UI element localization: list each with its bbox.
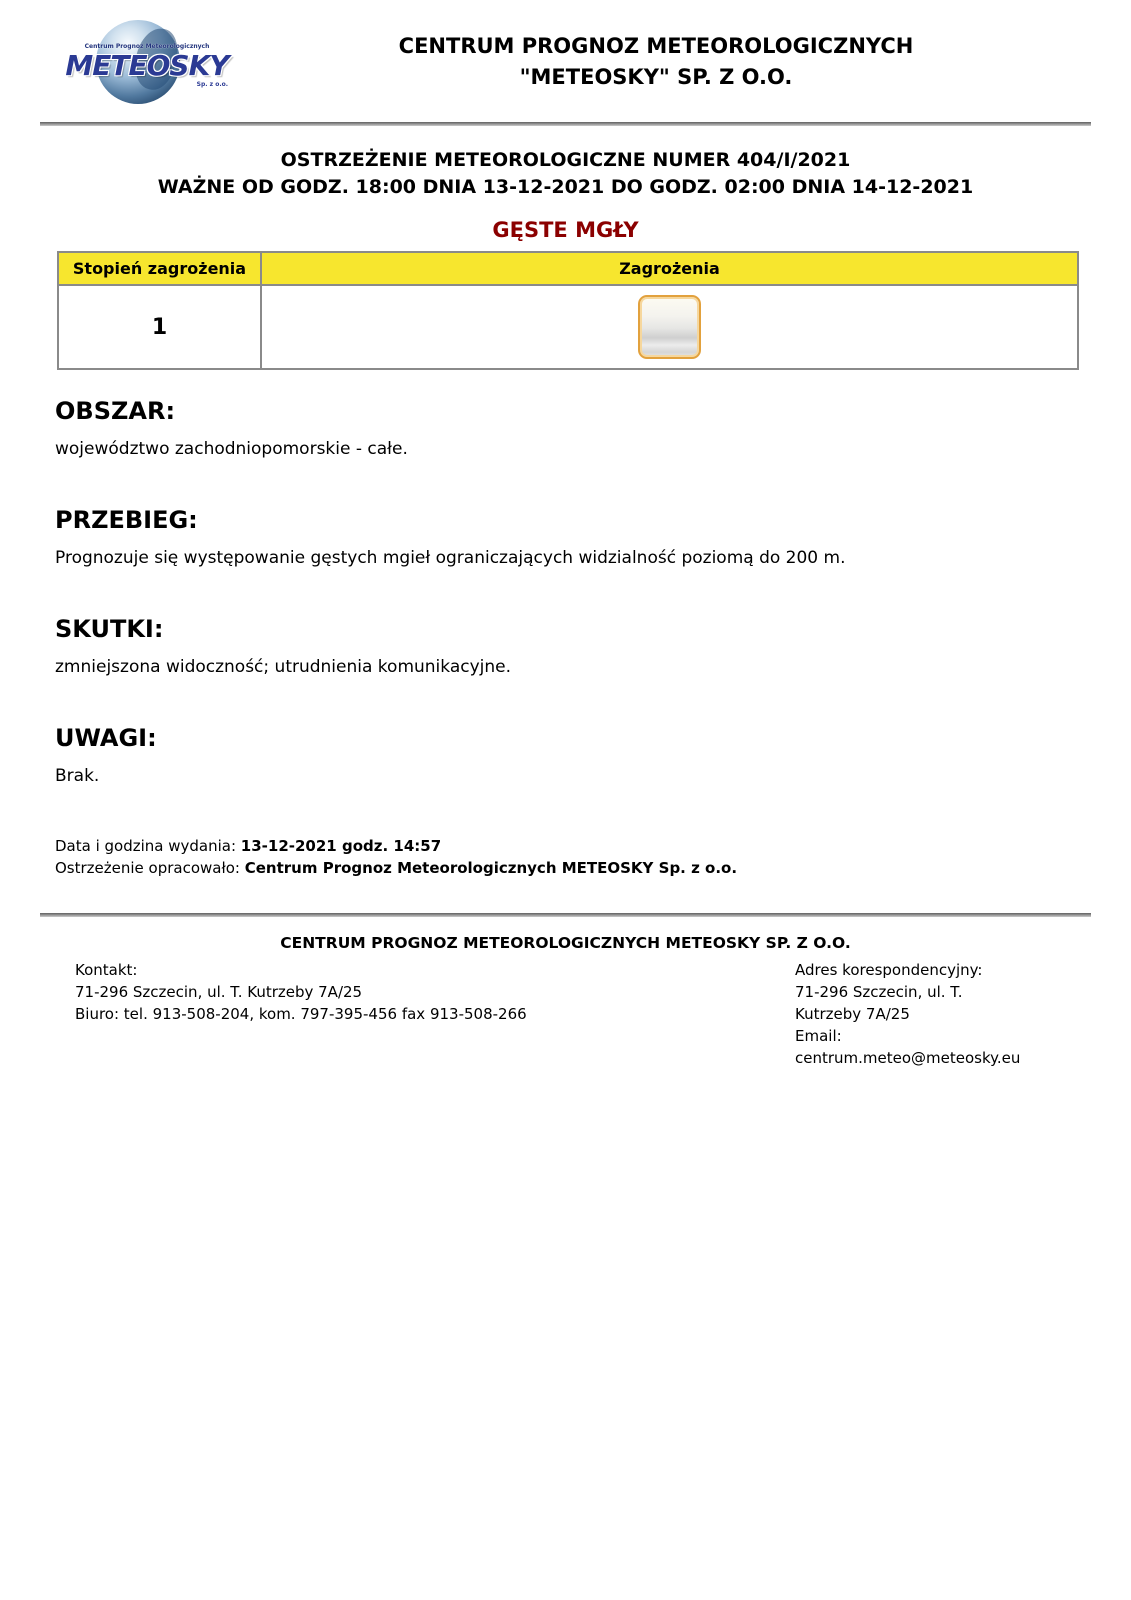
issue-author-label: Ostrzeżenie opracowało: (55, 858, 245, 877)
email-value: centrum.meteo@meteosky.eu (795, 1048, 1021, 1067)
footer-company-name: CENTRUM PROGNOZ METEOROLOGICZNYCH METEOSKY SP. Z O.O. (280, 933, 851, 952)
section-heading: PRZEBIEG: (55, 506, 198, 535)
section-przebieg (55, 506, 1076, 568)
section-text: zmniejszona widoczność; utrudnienia komunikacyjne. (55, 657, 512, 678)
logo-brand-text: METEOSKY (65, 49, 229, 82)
header-divider (40, 122, 1091, 126)
footer-contact-left (75, 959, 755, 1069)
footer-contact-block (75, 959, 1090, 1069)
footer-divider (40, 913, 1091, 917)
company-title-line1: CENTRUM PROGNOZ METEOROLOGICZNYCH (398, 33, 914, 58)
logo-arc-text: Centrum Prognoz Meteorologicznych (84, 43, 210, 50)
warning-validity-line: WAŻNE OD GODZ. 18:00 DNIA 13-12-2021 DO GODZ. 02:00 DNIA 14-12-2021 (157, 175, 974, 198)
email-label: Email: (795, 1026, 842, 1045)
threat-table (57, 251, 1079, 370)
section-uwagi (55, 724, 1076, 786)
company-title (222, 31, 1090, 94)
section-heading: SKUTKI: (55, 615, 164, 644)
threat-table-header-row (58, 252, 1078, 285)
contact-phones: Biuro: tel. 913-508-204, kom. 797-395-456 fax 913-508-266 (75, 1004, 527, 1023)
contact-address: 71-296 Szczecin, ul. T. Kutrzeby 7A/25 (75, 982, 363, 1001)
mail-label: Adres korespondencyjny: (795, 960, 983, 979)
column-header-threat: Zagrożenia (261, 252, 1078, 285)
threat-table-row (58, 285, 1078, 369)
logo-sub-text: Sp. z o.o. (196, 81, 228, 88)
issue-info (55, 836, 1076, 880)
issue-date-label: Data i godzina wydania: (55, 837, 241, 856)
threat-icon-cell (261, 285, 1078, 369)
warning-number-line: OSTRZEŻENIE METEOROLOGICZNE NUMER 404/I/2021 (280, 149, 851, 171)
company-title-line2: "METEOSKY" SP. Z O.O. (519, 65, 793, 89)
issue-date-line (55, 836, 1076, 858)
document-header (40, 14, 1090, 110)
threat-level-value: 1 (58, 285, 261, 369)
section-text: Prognozuje się występowanie gęstych mgieł ograniczających widzialność poziomą do 200 m. (55, 548, 846, 569)
mail-address: 71-296 Szczecin, ul. T. Kutrzeby 7A/25 (795, 982, 963, 1023)
section-skutki (55, 615, 1076, 677)
warning-title (0, 147, 1131, 200)
contact-label: Kontakt: (75, 960, 138, 979)
issue-author-line (55, 858, 1076, 880)
fog-warning-icon (638, 295, 701, 359)
section-text: województwo zachodniopomorskie - całe. (55, 439, 408, 460)
footer-contact-right (795, 959, 1030, 1069)
section-obszar (55, 397, 1076, 459)
column-header-level: Stopień zagrożenia (58, 252, 261, 285)
section-heading: UWAGI: (55, 724, 157, 753)
meteosky-logo (65, 19, 229, 105)
issue-date-value: 13-12-2021 godz. 14:57 (240, 837, 442, 856)
phenomenon-title: GĘSTE MGŁY (492, 218, 639, 243)
section-text: Brak. (55, 766, 100, 787)
section-heading: OBSZAR: (55, 397, 176, 426)
issue-author-value: Centrum Prognoz Meteorologicznych METEOSKY Sp. z o.o. (244, 858, 738, 877)
